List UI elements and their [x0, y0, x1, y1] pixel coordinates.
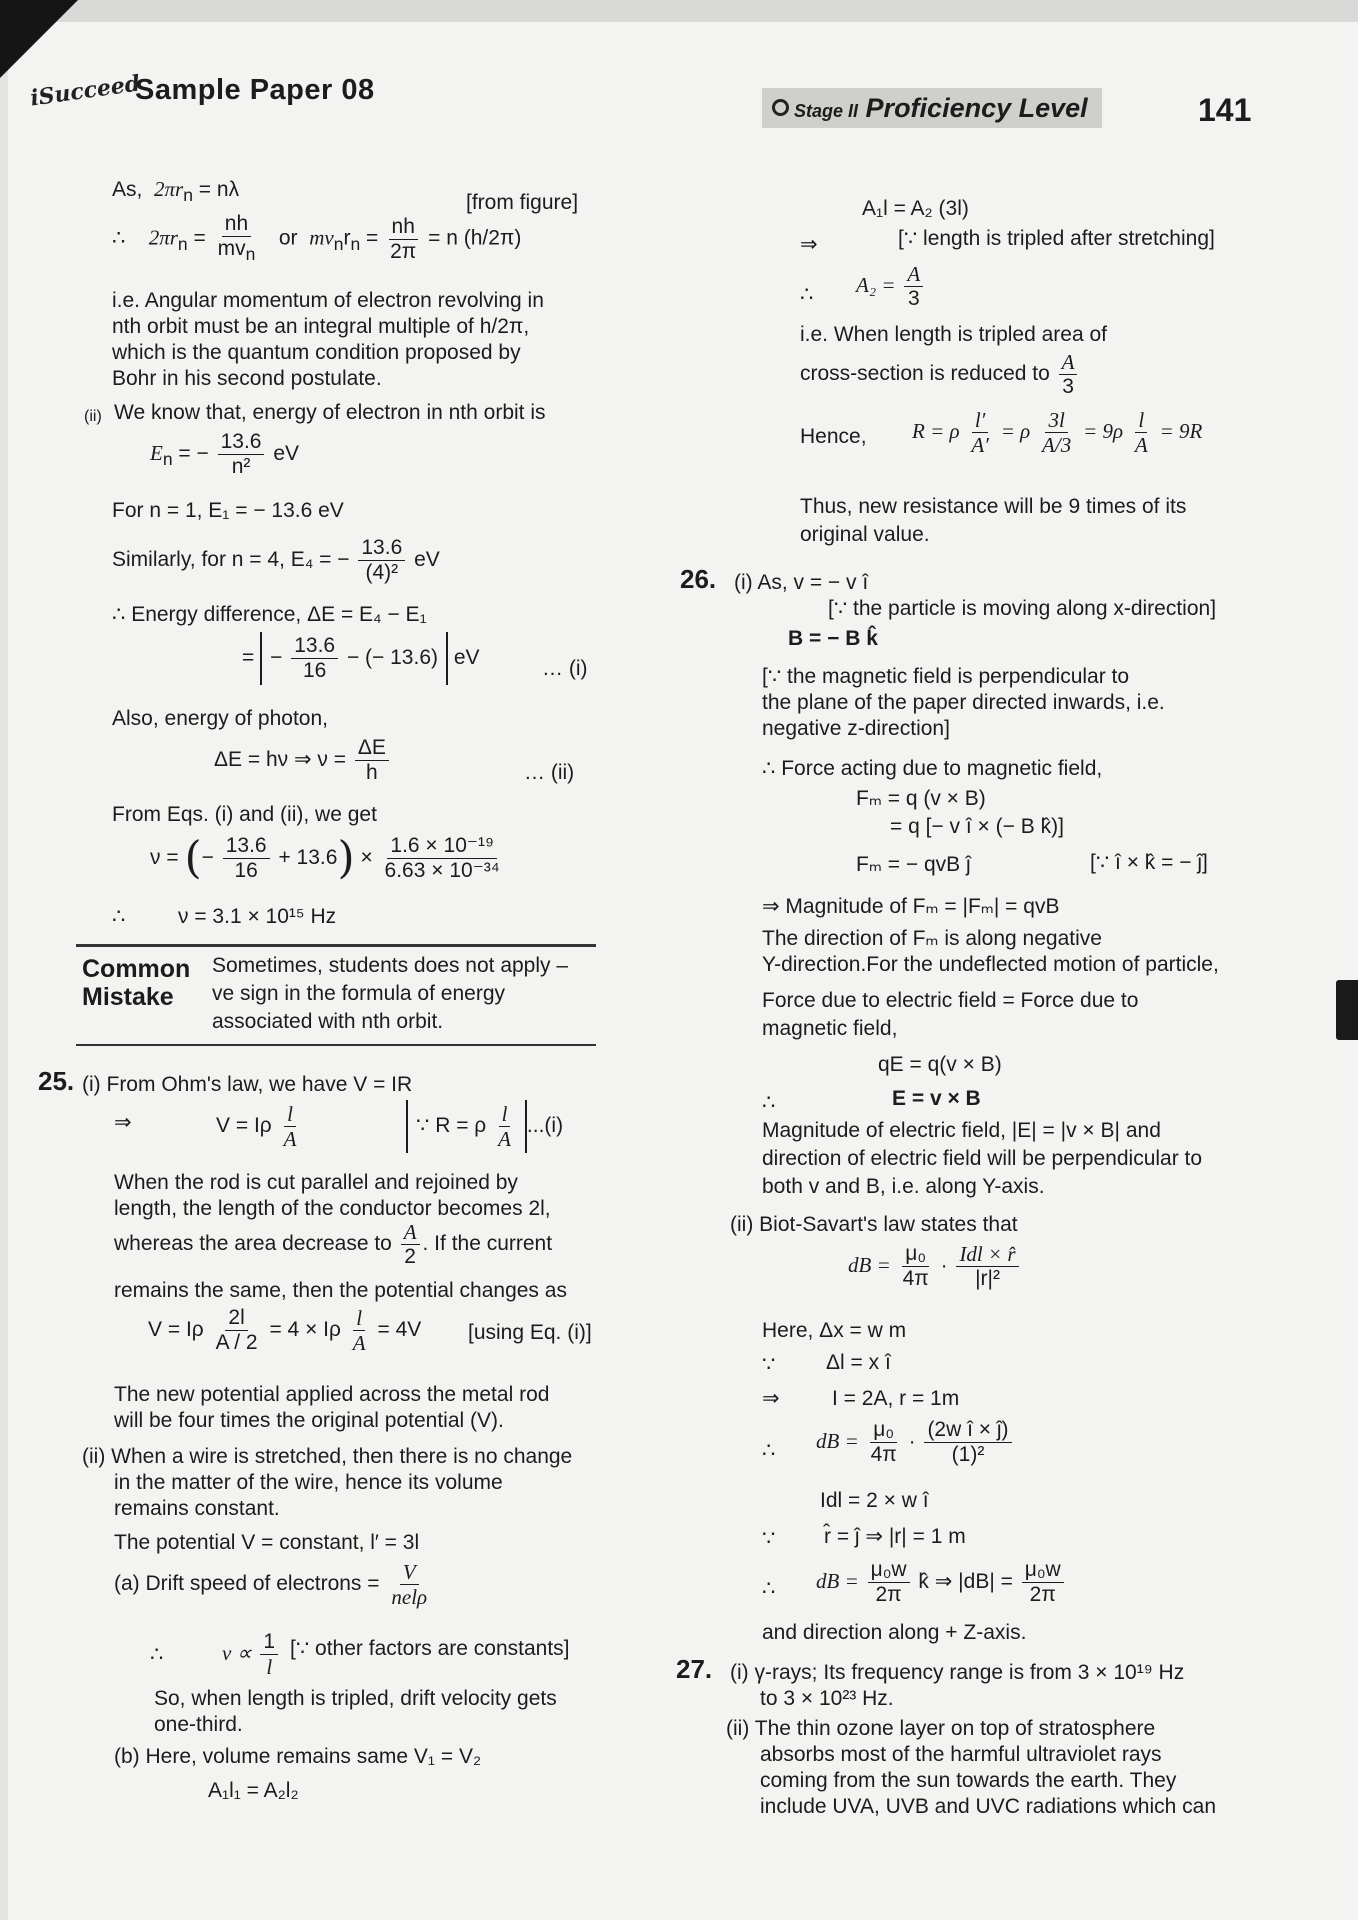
because-sign-2: ∵: [762, 1527, 776, 1550]
q27-part-i-2: to 3 × 10²³ Hz.: [760, 1687, 894, 1710]
arrow-implies-2: ⇒: [762, 1387, 780, 1410]
q25-so-2: one-third.: [154, 1713, 243, 1736]
therefore-sign: ∴: [112, 905, 126, 928]
therefore-sign-2: ∴: [150, 1643, 164, 1666]
brand-logo: iSucceed: [28, 70, 142, 112]
page-corner-fold: [0, 0, 78, 78]
q27-part-ii-4: include UVA, UVB and UVC radiations which can: [760, 1795, 1217, 1818]
eq-new-resistance: R = ρ $\frac{l'}{A'}$ = ρ $\frac{3l}{A/3}$ = 9ρ $\frac{l}{A}$ = 9R: [912, 408, 1203, 457]
because-sign-1: ∵: [762, 1353, 776, 1376]
eq-db-final: dB = $\frac{\text{μ₀w}}{2\pi}$ k̂ ⇒ |dB| = $\frac{\text{μ₀w}}{2\pi}$: [816, 1558, 1067, 1607]
stage-prefix: Stage II: [794, 101, 859, 121]
electric-mag-2: direction of electric field will be perpendicular to: [762, 1147, 1203, 1170]
bullet-icon: [772, 99, 789, 116]
common-mistake-label: Common Mistake: [82, 955, 191, 1011]
binding-mark: [1336, 980, 1358, 1040]
eq-force-1: Fₘ = q (v × B): [856, 787, 986, 810]
frequency-result: ν = 3.1 × 10¹⁵ Hz: [178, 905, 337, 928]
question-26-number: 26.: [680, 564, 717, 594]
q25-para-1b: length, the length of the conductor becomes 2l,: [114, 1197, 551, 1220]
eq-volume: A₁l₁ = A₂l₂: [208, 1779, 299, 1802]
stage-badge: [762, 88, 1102, 128]
eq-frequency: ν = (− $\frac{13.6}{16}$ + 13.6) × $\frac{\text{1.6 × 10⁻¹⁹}}{\text{6.63 × 10⁻³⁴}}$: [150, 832, 500, 884]
eq-potential-change: V = Iρ $\frac{2l}{A / 2}$ = 4 × Iρ $\frac{l}{A}$ = 4V: [148, 1306, 422, 1355]
new-resistance-2: original value.: [800, 523, 930, 546]
therefore-sign-fin: ∴: [762, 1577, 776, 1600]
force-intro: ∴ Force acting due to magnetic field,: [762, 757, 1103, 780]
therefore-sign-r: ∴: [800, 283, 814, 306]
eq-magnetic-field: B = − B k̂: [788, 627, 878, 650]
from-eqs: From Eqs. (i) and (ii), we get: [112, 803, 377, 826]
eq-energy-difference: = − $\frac{13.6}{16}$ − (− 13.6) eV: [242, 632, 480, 685]
q25-part-b: (b) Here, volume remains same V₁ = V₂: [114, 1745, 482, 1768]
eq-force-2: = q [− v î × (− B k̂)]: [890, 815, 1064, 838]
q27-part-ii-2: absorbs most of the harmful ultraviolet rays: [760, 1743, 1162, 1766]
q25-para-4a: The new potential applied across the metal rod: [114, 1383, 550, 1406]
eq-label-ii: … (ii): [524, 761, 575, 784]
q25-potential-constant: The potential V = constant, l′ = 3l: [114, 1531, 420, 1554]
direction-4: magnetic field,: [762, 1017, 898, 1040]
arrow-implies: ⇒: [114, 1111, 132, 1134]
eq-ohm: V = Iρ $\frac{l}{A}$: [216, 1102, 297, 1151]
para-angular-4: Bohr in his second postulate.: [112, 367, 382, 390]
q26-part-ii: (ii) Biot-Savart's law states that: [730, 1213, 1018, 1236]
therefore-sign-db: ∴: [762, 1439, 776, 1462]
eq-energy-n4: Similarly, for n = 4, E₄ = − $\frac{13.6}{\text{(4)²}}$ eV: [112, 536, 440, 584]
paper-title: Sample Paper 08: [135, 74, 375, 106]
eq-db: dB = $\frac{\text{μ₀}}{4\pi}$ · $\frac{\text{(2w î × ĵ)}}{\text{(1)²}}$: [816, 1418, 1015, 1467]
direction-1: The direction of Fₘ is along negative: [762, 927, 1102, 950]
para-angular-1: i.e. Angular momentum of electron revolving in: [112, 289, 544, 312]
electric-mag-1: Magnitude of electric field, |E| = |v × B| and: [762, 1119, 1161, 1142]
eq-electric-field: E = v × B: [892, 1087, 981, 1110]
arrow-implies-r: ⇒: [800, 233, 818, 256]
note-cross-product: [∵ î × k̂ = − ĵ]: [1090, 851, 1208, 874]
eq-qe: qE = q(v × B): [878, 1053, 1002, 1076]
hence-label: Hence,: [800, 425, 867, 448]
energy-difference: ∴ Energy difference, ΔE = E₄ − E₁: [112, 603, 427, 626]
note-x-direction: [∵ the particle is moving along x-direction]: [828, 597, 1217, 620]
here-dx: Here, Δx = w m: [762, 1319, 907, 1342]
stage-label: Proficiency Level: [865, 93, 1088, 123]
page-number: 141: [1198, 92, 1252, 128]
q25-drift-speed: (a) Drift speed of electrons = $\frac{V}{\text{nelρ}}$: [114, 1560, 428, 1609]
page-top-shadow: [0, 0, 1358, 24]
eq-proportional: v ∝ $\frac{1}{l}$: [222, 1630, 281, 1679]
area-reduced-1: i.e. When length is tripled area of: [800, 323, 1108, 346]
eq-force-3: Fₘ = − qvB ĵ: [856, 853, 971, 876]
eq-idl: Idl = 2 × w î: [820, 1489, 929, 1512]
note-constants: [∵ other factors are constants]: [290, 1637, 570, 1660]
q27-part-ii-3: coming from the sun towards the earth. They: [760, 1769, 1177, 1792]
direction-2: Y-direction.For the undeflected motion of particle,: [762, 953, 1219, 976]
electric-mag-3: both v and B, i.e. along Y-axis.: [762, 1175, 1045, 1198]
direction-3: Force due to electric field = Force due to: [762, 989, 1139, 1012]
eq-label-i: … (i): [542, 657, 588, 680]
eq-stretch-volume: A₁l = A₂ (3l): [862, 197, 969, 220]
eq-area-new: A₂ = $\frac{A}{3}$: [856, 262, 926, 311]
mistake-top-rule: [76, 944, 596, 947]
eq-photon: ΔE = hν ⇒ ν = $\frac{\Delta E}{h}$: [214, 736, 392, 785]
mistake-bottom-rule: [76, 1044, 596, 1046]
q25-para-2: whereas the area decrease to $\frac{A}{2}$ . If the current: [114, 1220, 553, 1268]
note-field-3: negative z-direction]: [762, 717, 950, 740]
q25-para-3: remains the same, then the potential changes as: [114, 1279, 567, 1302]
question-25-number: 25.: [38, 1066, 75, 1096]
q27-part-ii-1: (ii) The thin ozone layer on top of stratosphere: [726, 1717, 1156, 1740]
eq-unit-r: r̂ = ĵ ⇒ |r| = 1 m: [824, 1525, 966, 1548]
q25-para-4b: will be four times the original potential (V).: [114, 1409, 504, 1432]
photon-intro: Also, energy of photon,: [112, 707, 328, 730]
eq-energy-n: $E_n$ = − $\frac{13.6}{\text{n²}}$ eV: [150, 430, 299, 478]
common-mistake-text: Sometimes, students does not apply – ve sign in the formula of energy associated with nth orbit.: [212, 954, 569, 1033]
note-tripled: [∵ length is tripled after stretching]: [898, 227, 1215, 250]
eq-current: I = 2A, r = 1m: [832, 1387, 960, 1410]
note-field-2: the plane of the paper directed inwards, i.e.: [762, 691, 1165, 714]
eq-dl: Δl = x î: [826, 1351, 891, 1374]
eq-energy-n1: For n = 1, E₁ = − 13.6 eV: [112, 499, 344, 522]
note-using-eq-i: [using Eq. (i)]: [468, 1321, 592, 1344]
q25-para-1a: When the rod is cut parallel and rejoined by: [114, 1171, 518, 1194]
q25-part-i: (i) From Ohm's law, we have V = IR: [82, 1073, 413, 1096]
q25-part-ii-2: in the matter of the wire, hence its volume: [114, 1471, 503, 1494]
new-resistance-1: Thus, new resistance will be 9 times of its: [800, 495, 1187, 518]
q26-part-i: (i) As, v = − v î: [734, 571, 869, 594]
eq-angular-momentum: ∴ $2\pi r_n$ = $\frac{nh}{mv_n}$ or $mv_nr_n$ = $\frac{nh}{2\pi}$ = n (h/2π): [112, 212, 522, 265]
q27-part-i-1: (i) γ-rays; Its frequency range is from 3 × 10¹⁹ Hz: [730, 1661, 1185, 1684]
eq-circumference: As, $2\pi r_n = n\lambda$: [112, 177, 240, 206]
q25-part-ii-1: (ii) When a wire is stretched, then there is no change: [82, 1445, 573, 1468]
note-from-figure: [from figure]: [466, 191, 579, 214]
question-27-number: 27.: [676, 1654, 713, 1684]
q25-so-1: So, when length is tripled, drift velocity gets: [154, 1687, 557, 1710]
note-field-1: [∵ the magnetic field is perpendicular to: [762, 665, 1130, 688]
part-ii-label: (ii): [84, 408, 102, 425]
q25-part-ii-3: remains constant.: [114, 1497, 280, 1520]
therefore-sign-e: ∴: [762, 1091, 776, 1114]
para-angular-3: which is the quantum condition proposed by: [112, 341, 521, 364]
energy-intro: We know that, energy of electron in nth orbit is: [114, 401, 546, 424]
direction-z-axis: and direction along + Z-axis.: [762, 1621, 1027, 1644]
para-angular-2: nth orbit must be an integral multiple of h/2π,: [112, 315, 530, 338]
force-magnitude: ⇒ Magnitude of Fₘ = |Fₘ| = qvB: [762, 895, 1060, 918]
eq-biot-savart: dB = $\frac{\text{μ₀}}{4\pi}$ · $\frac{\text{Idl × r̂}}{\text{|r|²}}$: [848, 1242, 1022, 1291]
area-reduced-2: cross-section is reduced to $\frac{A}{3}$: [800, 350, 1080, 399]
eq-resistance: ∵ R = ρ $\frac{l}{A}$ ...(i): [406, 1100, 563, 1153]
